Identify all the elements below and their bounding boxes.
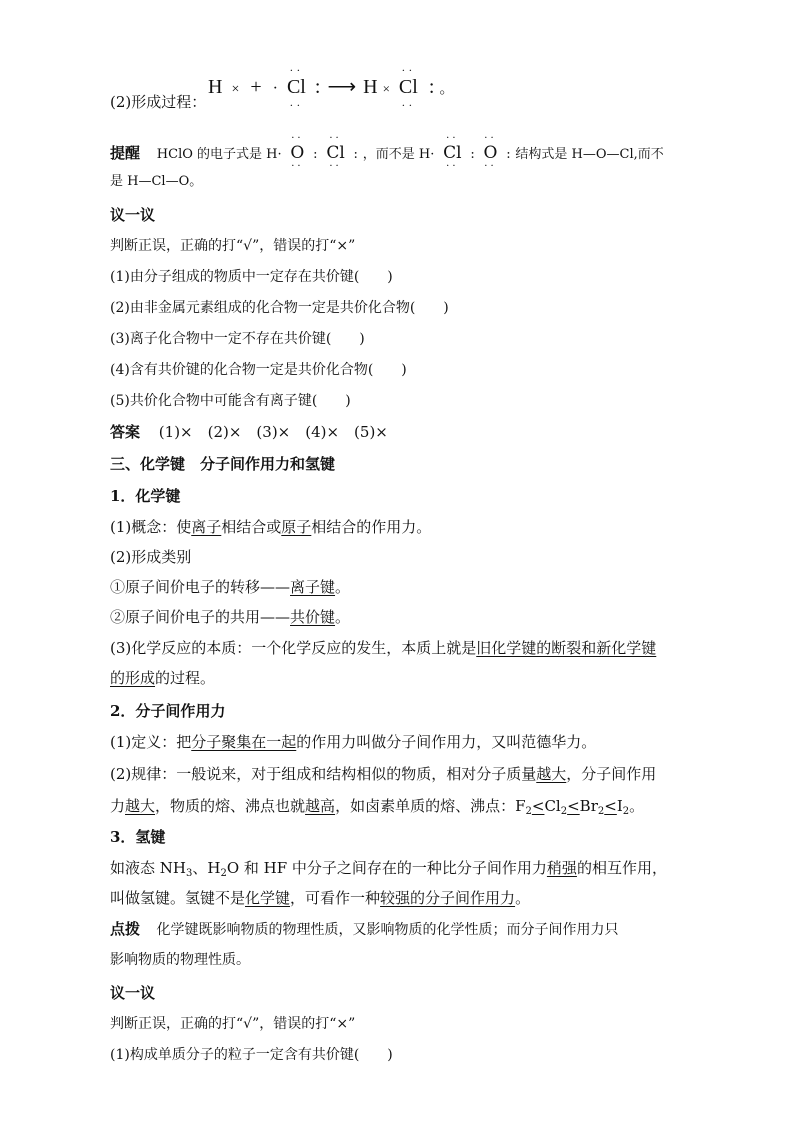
discuss1-item-5: (5)共价化合物中可能含有离子键( )	[110, 393, 351, 409]
discuss2-intro: 判断正误，正确的打“√”，错误的打“×”	[110, 1016, 356, 1032]
hclo-o-symbol: O	[290, 143, 305, 163]
hb-text-a: 如液态 NH	[110, 859, 186, 877]
essence-underline-2: 的形成	[110, 669, 156, 687]
rule-text-b: ，分子间作用	[566, 765, 657, 783]
wrong-o-symbol: O	[483, 143, 498, 163]
discuss1-item-1: (1)由分子组成的物质中一定存在共价键( )	[110, 269, 393, 285]
chlorine-atom: ·· Cl ··	[286, 63, 306, 112]
cl2-subscript: 2	[560, 806, 568, 817]
wrong-cl-atom: ·· Cl ··	[443, 133, 462, 172]
wrong-o-atom: ·· O ··	[483, 133, 498, 172]
hydrogen-atom: H	[208, 76, 223, 98]
concept-ion: 离子	[191, 518, 222, 536]
essence-end: 的过程。	[155, 669, 216, 687]
lt-1: <	[531, 797, 545, 815]
heading-intermolecular: 2．分子间作用力	[110, 702, 226, 720]
ionic-bond-term: 离子键	[290, 578, 336, 596]
product-colon: :	[428, 76, 435, 98]
hb2-end: 。	[515, 889, 531, 907]
chlorine-symbol: Cl	[286, 76, 306, 98]
i-symbol: I	[616, 797, 623, 815]
type1-end: 。	[335, 578, 351, 596]
hb2-text-a: 叫做氢键。氢键不是	[110, 889, 246, 907]
essence-underline-1: 旧化学键的断裂和新化学键	[476, 639, 657, 657]
rule2-end: 。	[629, 797, 645, 815]
definition-line	[110, 732, 596, 752]
concept-text-c: 相结合的作用力。	[311, 518, 432, 536]
discuss2-title: 议一议	[110, 984, 156, 1002]
nh3-subscript: 3	[185, 868, 193, 879]
type1-text: ①原子间价电子的转移——	[110, 578, 291, 596]
answer-text: (1)× (2)× (3)× (4)× (5)×	[158, 423, 388, 441]
hclo-o-atom: ·· O ··	[290, 133, 305, 172]
formation-end: 。	[439, 81, 455, 97]
rule-underline-1: 越大	[536, 765, 567, 783]
reaction-arrow: ⟶	[327, 76, 357, 98]
hbond-line-2	[110, 888, 530, 908]
hclo-cl-symbol: Cl	[326, 143, 345, 163]
rule2-underline-2: 越高	[305, 797, 336, 815]
wrong-cl-symbol: Cl	[443, 143, 462, 163]
formation-equation	[208, 63, 455, 112]
i2-subscript: 2	[622, 806, 630, 817]
rule-line-1	[110, 764, 656, 784]
br2-subscript: 2	[597, 806, 605, 817]
hbond-line-1	[110, 858, 667, 884]
f2-subscript: 2	[525, 806, 532, 817]
br-symbol: Br	[579, 797, 598, 815]
pointer-line-2: 影响物质的物理性质。	[110, 952, 250, 968]
pointer-line-1	[110, 919, 618, 940]
rule-line-2	[110, 796, 644, 822]
heading-chemical-bond: 1．化学键	[110, 487, 181, 505]
covalent-bond-term: 共价键	[290, 608, 336, 626]
types-heading: (2)形成类别	[110, 548, 192, 566]
lt-3: <	[604, 797, 617, 815]
hb2-underline-2: 较强的分子间作用力	[380, 889, 516, 907]
rule-text-a: (2)规律：一般说来，对于组成和结构相似的物质，相对分子质量	[110, 765, 537, 783]
rule2-text-c: ，如卤素单质的熔、沸点：F	[335, 797, 526, 815]
heading-hydrogen-bond: 3．氢键	[110, 828, 166, 846]
pointer-text-1: 化学键既影响物质的物理性质，又影响物质的化学性质；而分子间作用力只	[156, 922, 619, 938]
def-underline: 分子聚集在一起	[191, 733, 297, 751]
tip-text-2: ，而不是 H·	[362, 147, 435, 162]
discuss1-item-2: (2)由非金属元素组成的化合物一定是共价化合物( )	[110, 300, 449, 316]
essence-text: (3)化学反应的本质：一个化学反应的发生，本质上就是	[110, 639, 477, 657]
tip-line: 提醒 HClO 的电子式是 H· ·· O ·· : ·· Cl ·· : ，而不是 H· ·· Cl ·· : ·· O ·· : 结构式是 H—O—Cl,而不	[110, 133, 664, 172]
discuss2-item-1: (1)构成单质分子的粒子一定含有共价键( )	[110, 1047, 393, 1063]
h2o-subscript: 2	[220, 868, 227, 879]
electron-dot: ·	[272, 80, 278, 97]
essence-line-2	[110, 668, 215, 688]
product-hydrogen: H	[363, 76, 378, 98]
plus-sign: +	[250, 76, 262, 98]
product-cross: ×	[382, 81, 390, 96]
tip-text-3: 结构式是 H—O—Cl,而不	[515, 147, 664, 162]
type-covalent	[110, 607, 350, 627]
type2-end: 。	[335, 608, 351, 626]
hb-text-d: 的相互作用，	[576, 859, 667, 877]
chlorine-colon: :	[314, 76, 321, 98]
concept-line	[110, 517, 431, 537]
concept-text-a: (1)概念：使	[110, 518, 192, 536]
discuss1-title: 议一议	[110, 206, 156, 224]
answer-label: 答案	[110, 423, 141, 441]
rule2-text-a: 力	[110, 797, 126, 815]
tip-line-2: 是 H—Cl—O。	[110, 174, 203, 189]
lt-2: <	[567, 797, 580, 815]
discuss1-intro: 判断正误，正确的打“√”，错误的打“×”	[110, 238, 356, 254]
rule2-text-b: ，物质的熔、沸点也就	[155, 797, 306, 815]
cross-electron: ×	[231, 82, 240, 97]
def-text-b: 的作用力叫做分子间作用力，又叫范德华力。	[296, 733, 597, 751]
hb2-underline-1: 化学键	[245, 889, 291, 907]
rule2-underline-1: 越大	[125, 797, 156, 815]
hb2-text-b: ，可看作一种	[290, 889, 381, 907]
concept-text-b: 相结合或	[221, 518, 282, 536]
discuss1-item-4: (4)含有共价键的化合物一定是共价化合物( )	[110, 362, 407, 378]
product-chlorine-symbol: Cl	[398, 76, 418, 98]
formation-label: (2)形成过程：	[110, 93, 207, 111]
type-ionic	[110, 577, 350, 597]
discuss1-item-3: (3)离子化合物中一定不存在共价键( )	[110, 331, 365, 347]
section3-title: 三、化学键 分子间作用力和氢键	[110, 455, 336, 473]
hb-underline-1: 稍强	[546, 859, 577, 877]
essence-line-1	[110, 638, 656, 658]
concept-atom: 原子	[281, 518, 312, 536]
type2-text: ②原子间价电子的共用——	[110, 608, 291, 626]
tip-label: 提醒	[110, 144, 141, 162]
pointer-label: 点拨	[110, 920, 141, 938]
hb-text-b: 、H	[192, 859, 221, 877]
hb-text-c: O 和 HF 中分子之间存在的一种比分子间作用力	[226, 859, 547, 877]
discuss1-answer	[110, 422, 388, 442]
hclo-cl-atom: ·· Cl ··	[326, 133, 345, 172]
def-text-a: (1)定义：把	[110, 733, 192, 751]
product-chlorine: ·· Cl ··	[398, 63, 418, 112]
cl-symbol: Cl	[544, 797, 561, 815]
tip-text-1: HClO 的电子式是 H·	[156, 147, 282, 162]
